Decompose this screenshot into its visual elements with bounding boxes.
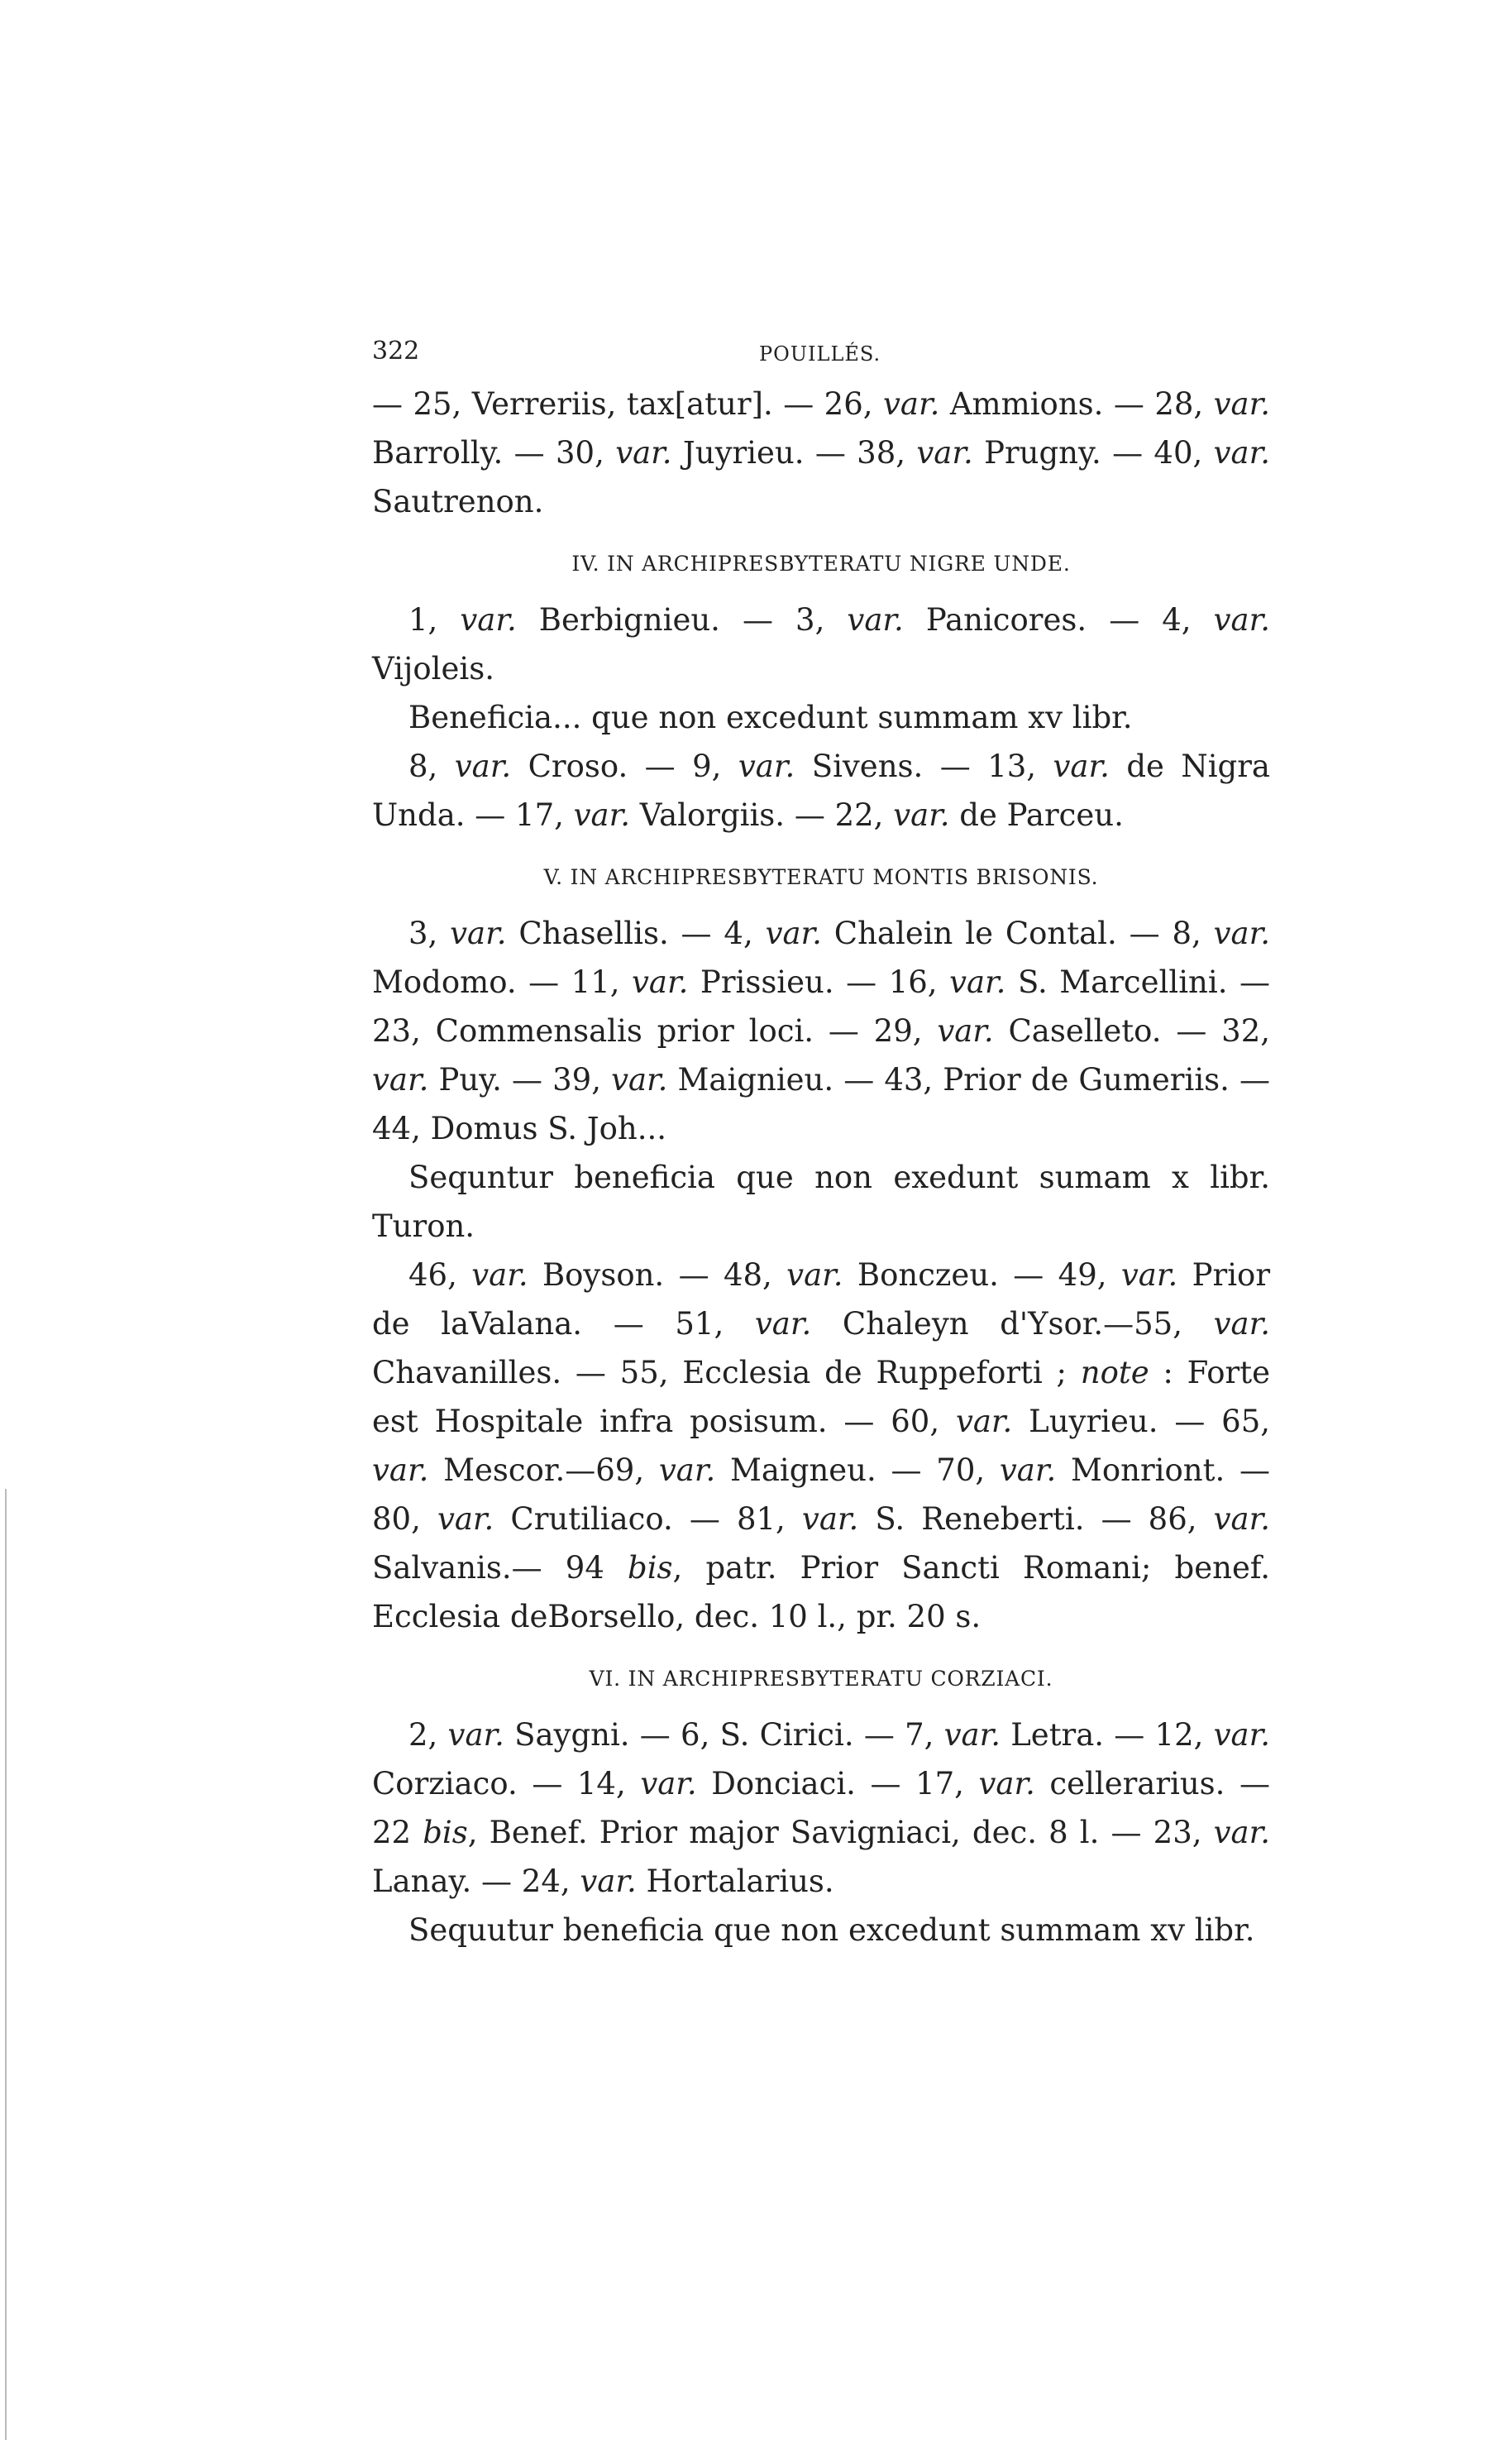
- running-title: POUILLÉS.: [759, 342, 881, 366]
- margin-rule: [5, 1489, 7, 2440]
- section-heading: V. IN ARCHIPRESBYTERATU MONTIS BRISONIS.: [543, 865, 1099, 889]
- page-number: 322: [372, 337, 420, 366]
- paragraph: Beneficia... que non excedunt summam xv libr.: [408, 700, 1133, 735]
- body-text: [372, 380, 1270, 1954]
- section-heading: IV. IN ARCHIPRESBYTERATU NIGRE UNDE.: [571, 552, 1071, 576]
- paragraph: Sequntur beneficia que non exedunt sumam x libr. Turon.: [372, 1160, 1270, 1244]
- section-heading: VI. IN ARCHIPRESBYTERATU CORZIACI.: [589, 1667, 1053, 1691]
- paragraph: 2, var. Saygni. — 6, S. Cirici. — 7, var. Letra. — 12, var. Corziaco. — 14, var. Donciaci. — 17, var. cellerarius. — 22 bis, Benef. Prior major Savigniaci, dec. 8 l. — 23, var. Lanay. — 24, var. Hortalarius.: [372, 1717, 1270, 1899]
- running-header: [372, 327, 1270, 376]
- paragraph: 8, var. Croso. — 9, var. Sivens. — 13, var. de Nigra Unda. — 17, var. Valorgiis. — 22, var. de Parceu.: [372, 749, 1270, 833]
- paragraph: 1, var. Berbignieu. — 3, var. Panicores. — 4, var. Vijoleis.: [372, 602, 1270, 687]
- paragraph: 46, var. Boyson. — 48, var. Bonczeu. — 49, var. Prior de laValana. — 51, var. Chaleyn d'Ysor.—55, var. Chavanilles. — 55, Ecclesia de Ruppeforti ; note : Forte est Hospitale infra posisum. — 60, var. Luyrieu. — 65, var. Mescor.—69, var. Maigneu. — 70, var. Monriont. — 80, var. Crutiliaco. — 81, var. S. Reneberti. — 86, var. Salvanis.— 94 bis, patr. Prior Sancti Romani; benef. Ecclesia deBorsello, dec. 10 l., pr. 20 s.: [372, 1257, 1271, 1634]
- page: [372, 327, 1270, 1954]
- paragraph: — 25, Verreriis, tax[atur]. — 26, var. Ammions. — 28, var. Barrolly. — 30, var. Juyrieu. — 38, var. Prugny. — 40, var. Sautrenon.: [372, 386, 1271, 519]
- paragraph: Sequutur beneficia que non excedunt summam xv libr.: [408, 1912, 1255, 1948]
- paragraph: 3, var. Chasellis. — 4, var. Chalein le Contal. — 8, var. Modomo. — 11, var. Prissieu. — 16, var. S. Marcellini. — 23, Commensalis prior loci. — 29, var. Caselleto. — 32, var. Puy. — 39, var. Maignieu. — 43, Prior de Gumeriis. — 44, Domus S. Joh...: [372, 916, 1271, 1146]
